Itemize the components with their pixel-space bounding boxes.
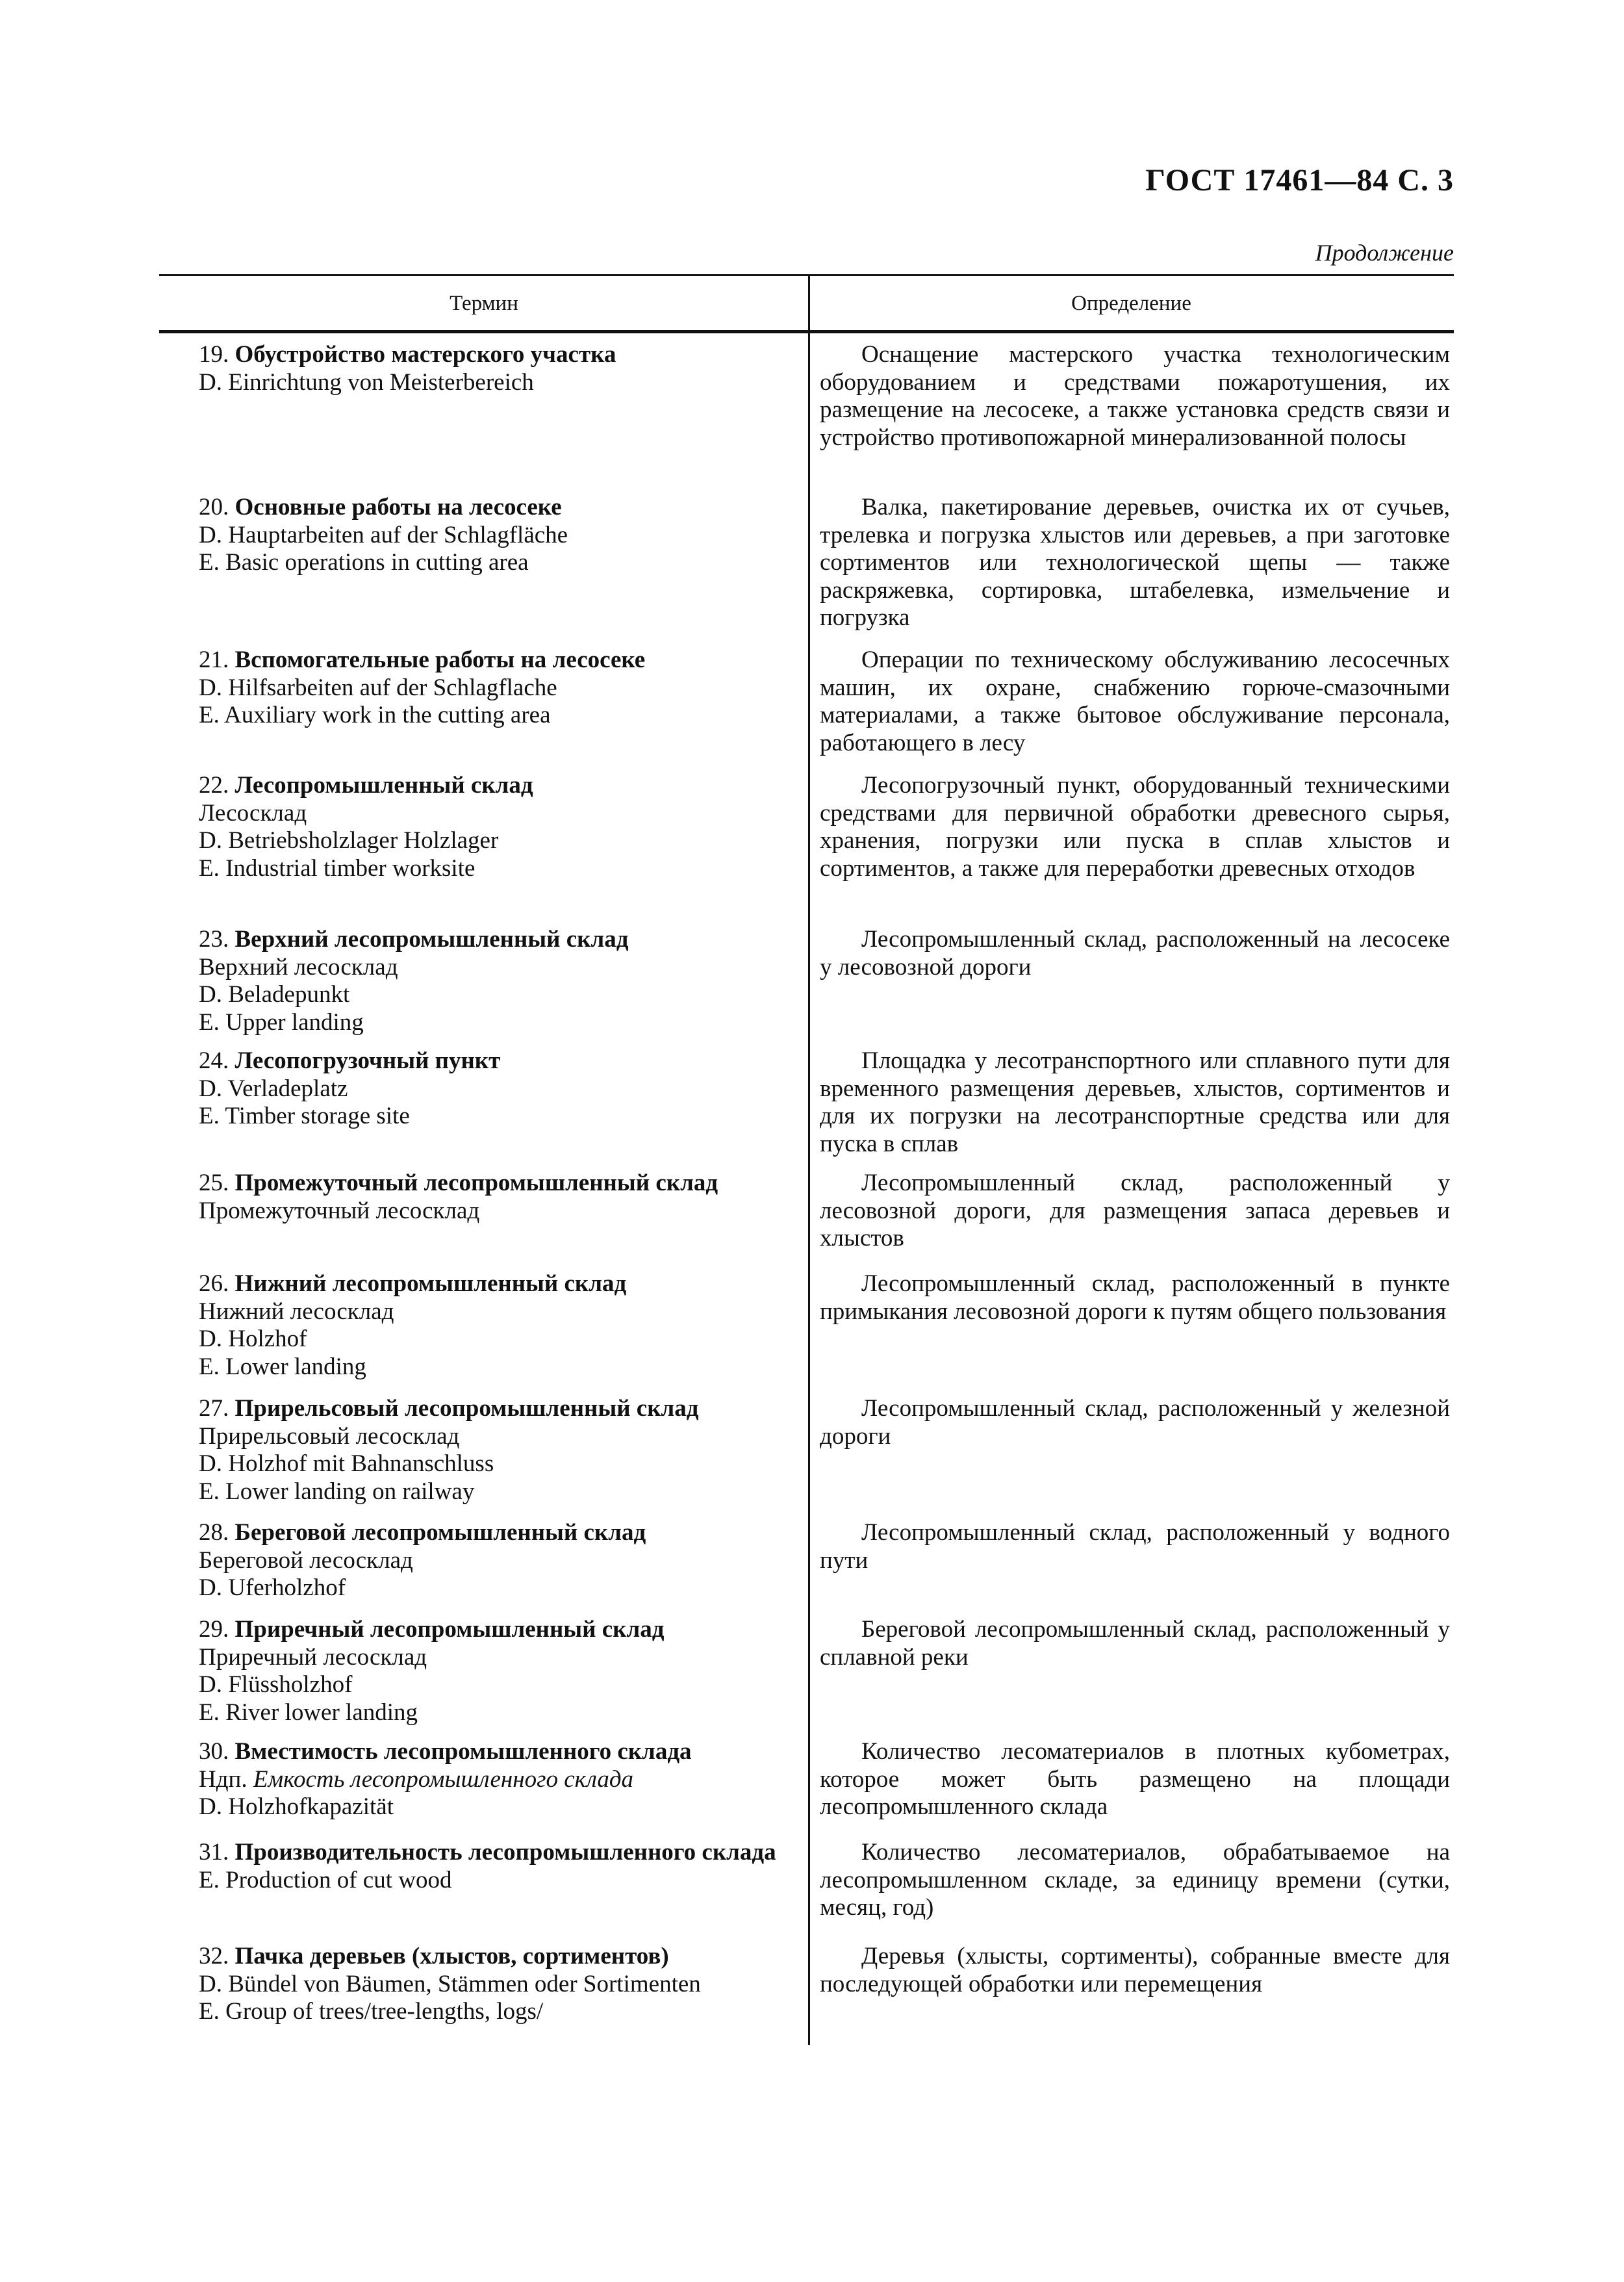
term-name: Приречный лесопромышленный склад xyxy=(235,1616,665,1643)
term-title xyxy=(199,1395,803,1423)
term-synonym-line: D. Verladeplatz xyxy=(199,1075,348,1102)
term-cell xyxy=(199,926,803,1036)
term-title xyxy=(199,1616,803,1644)
definition-cell: Лесопогрузочный пункт, оборудованный техническими средствами для первичной обработки древесного сырья, хранения, погрузки или пуска в сплав хлыстов и сортиментов, а также для переработки древесных отходов xyxy=(820,772,1450,882)
definition-cell: Количество лесоматериалов в плотных кубометрах, которое может быть размещено на площади лесопромышленного склада xyxy=(820,1738,1450,1820)
column-divider xyxy=(808,274,810,2045)
term-title xyxy=(199,1839,803,1867)
term-number: 23. xyxy=(199,926,235,953)
term-number: 28. xyxy=(199,1519,235,1546)
column-header-term: Термин xyxy=(450,292,518,315)
term-number: 29. xyxy=(199,1616,235,1643)
term-number: 30. xyxy=(199,1738,235,1765)
definition-cell: Площадка у лесотранспортного или сплавного пути для временного размещения деревьев, хлыстов, сортиментов и для их погрузки на лесотранспортные средства или для пуска в сплав xyxy=(820,1047,1450,1157)
column-header-definition: Определение xyxy=(1071,292,1191,315)
term-title xyxy=(199,341,803,369)
term-cell xyxy=(199,1170,803,1225)
term-synonym-line: D. Bündel von Bäumen, Stämmen oder Sortimenten xyxy=(199,1970,701,1997)
term-cell xyxy=(199,1519,803,1602)
term-title xyxy=(199,1170,803,1198)
term-synonym-line: Нижний лесосклад xyxy=(199,1298,394,1325)
term-name: Основные работы на лесосеке xyxy=(235,494,562,520)
term-synonym-line: D. Einrichtung von Meisterbereich xyxy=(199,368,534,396)
term-number: 25. xyxy=(199,1170,235,1196)
term-number: 19. xyxy=(199,341,235,368)
term-number: 20. xyxy=(199,494,235,520)
term-synonym-line: D. Betriebsholzlager Holzlager xyxy=(199,827,499,854)
term-title xyxy=(199,772,803,800)
term-name: Верхний лесопромышленный склад xyxy=(235,926,629,953)
definition-cell: Лесопромышленный склад, расположенный у железной дороги xyxy=(820,1395,1450,1450)
term-cell xyxy=(199,1839,803,1894)
definition-cell: Валка, пакетирование деревьев, очистка их от сучьев, трелевка и погрузка хлыстов или деревьев, а при заготовке сортиментов или технологической щепы — также раскряжевка, сортировка, штабелевка, измельчение и погрузка xyxy=(820,494,1450,631)
term-cell xyxy=(199,1270,803,1381)
term-title xyxy=(199,1519,803,1547)
term-synonym-line: D. Beladepunkt xyxy=(199,981,350,1008)
definition-cell: Оснащение мастерского участка технологическим оборудованием и средствами пожаротушения, их размещение на лесосеке, а также установка средств связи и устройство противопожарной минерализованной полосы xyxy=(820,341,1450,451)
term-synonym-line: D. Hilfsarbeiten auf der Schlagflache xyxy=(199,674,557,701)
term-number: 21. xyxy=(199,647,235,673)
term-synonym-line: E. Industrial timber worksite xyxy=(199,854,476,882)
term-synonym-line: E. Group of trees/tree-lengths, logs/ xyxy=(199,1998,544,2025)
term-title xyxy=(199,494,803,522)
term-cell xyxy=(199,494,803,577)
term-synonym-line: Верхний лесосклад xyxy=(199,953,398,981)
term-synonym-line: E. Lower landing on railway xyxy=(199,1478,475,1505)
term-cell xyxy=(199,1047,803,1131)
term-name: Вспомогательные работы на лесосеке xyxy=(235,647,646,673)
term-number: 22. xyxy=(199,772,235,799)
continuation-label: Продолжение xyxy=(1315,240,1454,266)
term-synonym-line: E. Lower landing xyxy=(199,1353,366,1380)
term-title xyxy=(199,1270,803,1298)
term-number: 27. xyxy=(199,1395,235,1422)
term-title xyxy=(199,1738,803,1766)
term-synonym-line: D. Holzhofkapazität xyxy=(199,1793,394,1820)
term-synonym-line: Прирельсовый лесосклад xyxy=(199,1422,460,1450)
term-synonym-line: D. Hauptarbeiten auf der Schlagfläche xyxy=(199,521,568,548)
term-synonym-line: D. Uferholzhof xyxy=(199,1574,346,1601)
term-cell xyxy=(199,341,803,396)
term-number: 31. xyxy=(199,1839,235,1865)
term-number: 24. xyxy=(199,1047,235,1074)
term-cell xyxy=(199,772,803,882)
term-cell xyxy=(199,1395,803,1506)
term-title xyxy=(199,1943,803,1971)
definition-cell: Лесопромышленный склад, расположенный на лесосеке у лесовозной дороги xyxy=(820,926,1450,981)
term-synonym-line: E. River lower landing xyxy=(199,1699,418,1726)
term-synonym-line: E. Production of cut wood xyxy=(199,1866,452,1893)
definition-cell: Лесопромышленный склад, расположенный у лесовозной дороги, для размещения запаса деревьев и хлыстов xyxy=(820,1170,1450,1251)
definition-cell: Лесопромышленный склад, расположенный в пункте примыкания лесовозной дороги к путям общего пользования xyxy=(820,1270,1450,1325)
term-synonym-line: E. Timber storage site xyxy=(199,1103,410,1129)
term-synonym-line: E. Upper landing xyxy=(199,1008,364,1036)
page-header-doc-ref: ГОСТ 17461—84 С. 3 xyxy=(1145,163,1454,198)
term-number: 32. xyxy=(199,1943,235,1969)
term-name: Вместимость лесопромышленного склада xyxy=(235,1738,692,1765)
term-title xyxy=(199,926,803,954)
term-name: Прирельсовый лесопромышленный склад xyxy=(235,1395,699,1422)
term-synonym-line: Промежуточный лесосклад xyxy=(199,1197,480,1224)
term-name: Лесопромышленный склад xyxy=(235,772,533,799)
definition-cell: Операции по техническому обслуживанию лесосечных машин, их охране, снабжению горюче-смазочными материалами, а также бытовое обслуживание персонала, работающего в лесу xyxy=(820,647,1450,756)
term-cell xyxy=(199,647,803,730)
term-synonym-line: Береговой лесосклад xyxy=(199,1546,413,1574)
term-name: Пачка деревьев (хлыстов, сортиментов) xyxy=(235,1943,669,1969)
term-synonym-line: D. Flüssholzhof xyxy=(199,1671,353,1698)
definition-cell: Количество лесоматериалов, обрабатываемое на лесопромышленном складе, за единицу времени (сутки, месяц, год) xyxy=(820,1839,1450,1921)
definition-cell: Деревья (хлысты, сортименты), собранные вместе для последующей обработки или перемещения xyxy=(820,1943,1450,1997)
term-name: Нижний лесопромышленный склад xyxy=(235,1270,627,1297)
term-synonym-line: Приречный лесосклад xyxy=(199,1643,427,1671)
term-number: 26. xyxy=(199,1270,235,1297)
term-title xyxy=(199,1047,803,1075)
term-name: Обустройство мастерского участка xyxy=(235,341,616,368)
term-synonym-line: E. Basic operations in cutting area xyxy=(199,549,529,576)
term-synonym-line: Лесосклад xyxy=(199,799,307,827)
term-deprecated-synonym: Ндп. Емкость лесопромышленного склада xyxy=(199,1765,634,1793)
definition-cell: Лесопромышленный склад, расположенный у водного пути xyxy=(820,1519,1450,1574)
definition-cell: Береговой лесопромышленный склад, расположенный у сплавной реки xyxy=(820,1616,1450,1671)
term-cell xyxy=(199,1943,803,2026)
term-synonym-line: D. Holzhof mit Bahnanschluss xyxy=(199,1450,494,1477)
term-name: Производительность лесопромышленного склада xyxy=(235,1839,776,1865)
term-cell xyxy=(199,1616,803,1726)
term-name: Промежуточный лесопромышленный склад xyxy=(235,1170,718,1196)
table-header-row xyxy=(159,276,1454,331)
term-synonym-line: D. Holzhof xyxy=(199,1326,307,1352)
term-cell xyxy=(199,1738,803,1821)
term-name: Береговой лесопромышленный склад xyxy=(235,1519,646,1546)
term-name: Лесопогрузочный пункт xyxy=(235,1047,501,1074)
term-title xyxy=(199,647,803,674)
header-bottom-rule xyxy=(159,330,1454,333)
term-synonym-line: E. Auxiliary work in the cutting area xyxy=(199,702,551,728)
